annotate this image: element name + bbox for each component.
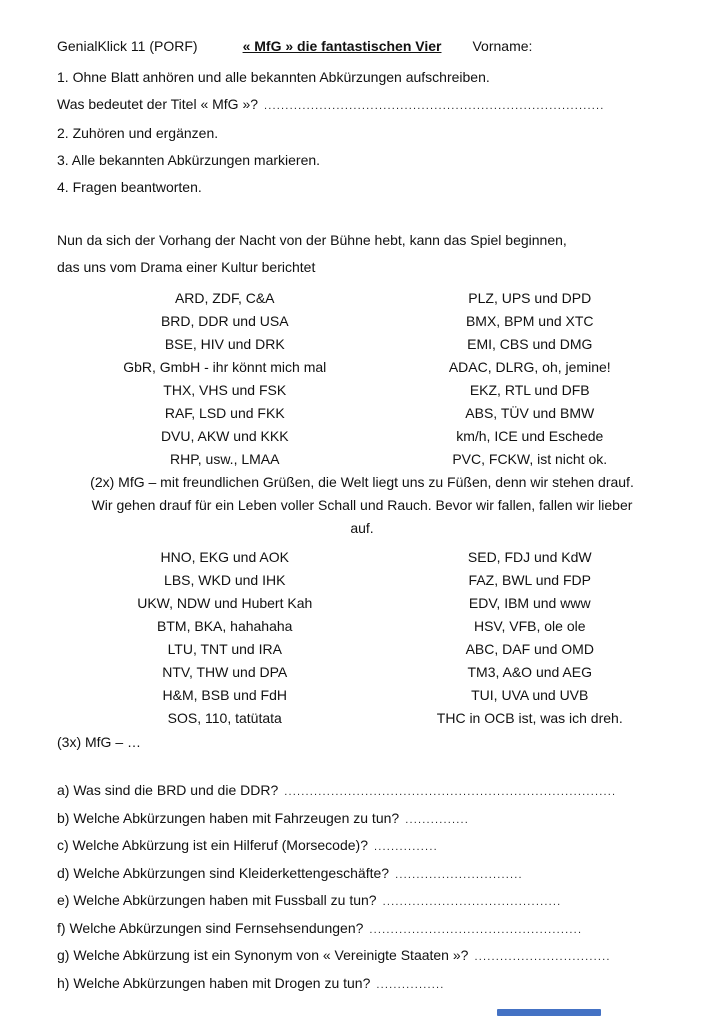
question-f	[57, 916, 667, 944]
title-question-line	[57, 91, 667, 120]
verse-2	[57, 546, 667, 730]
lyrics-section	[57, 227, 667, 754]
verse1-row4-left: GbR, GmbH - ihr könnt mich mal	[123, 359, 327, 375]
verse1-row8-left: RHP, usw., LMAA	[170, 451, 280, 467]
verse1-row3-left: BSE, HIV und DRK	[164, 336, 285, 352]
refrain-line-1: (2x) MfG – mit freundlichen Grüßen, die Welt liegt uns zu Füßen, denn wir stehen drauf.	[90, 474, 634, 490]
question-h	[57, 971, 667, 999]
verse1-row5-right: EKZ, RTL und DFB	[469, 382, 590, 398]
task-2: 2. Zuhören und ergänzen.	[57, 125, 219, 141]
lyrics-intro-line-1: Nun da sich der Vorhang der Nacht von der Bühne hebt, kann das Spiel beginnen,	[57, 232, 567, 248]
course-label: GenialKlick 11 (PORF)	[57, 38, 198, 54]
name-label: Vorname:	[472, 38, 533, 54]
question-f-dotted-line: ..................................................	[369, 923, 583, 936]
question-d	[57, 861, 667, 889]
refrain-line-3: auf.	[350, 520, 374, 536]
question-c-dotted-line: ...............	[373, 841, 438, 853]
verse2-row5-right: ABC, DAF und OMD	[465, 641, 594, 657]
title-question-dotted-line: ................................................................................	[264, 100, 605, 112]
lyrics-intro-line-2: das uns vom Drama einer Kultur berichtet	[57, 259, 316, 275]
question-a-text: a) Was sind die BRD und die DDR?	[57, 782, 279, 798]
task-4: 4. Fragen beantworten.	[57, 179, 202, 195]
verse2-row6-left: NTV, THW und DPA	[162, 664, 288, 680]
verse2-row7-left: H&M, BSB und FdH	[162, 687, 287, 703]
question-c-text: c) Welche Abkürzung ist ein Hilferuf (Morsecode)?	[57, 837, 368, 853]
verse1-row6-left: RAF, LSD und FKK	[164, 405, 285, 421]
question-d-dotted-line: ..............................	[395, 868, 523, 881]
verse2-row2-left: LBS, WKD und IHK	[164, 572, 286, 588]
verse2-row5-left: LTU, TNT und IRA	[167, 641, 282, 657]
question-g	[57, 943, 667, 971]
question-g-dotted-line: ................................	[474, 951, 611, 963]
verse1-row2-right: BMX, BPM und XTC	[465, 313, 594, 329]
verse1-row4-right: ADAC, DLRG, oh, jemine!	[448, 359, 611, 375]
verse1-row7-left: DVU, AKW und KKK	[160, 428, 289, 444]
verse2-row7-right: TUI, UVA und UVB	[471, 687, 589, 703]
verse1-row5-left: THX, VHS und FSK	[163, 382, 287, 398]
verse2-row6-right: TM3, A&O und AEG	[467, 664, 592, 680]
verse1-row1-left: ARD, ZDF, C&A	[174, 290, 275, 306]
verse2-row4-left: BTM, BKA, hahahaha	[157, 618, 293, 634]
verse2-row3-left: UKW, NDW und Hubert Kah	[137, 595, 313, 611]
questions-section	[57, 778, 667, 998]
header	[57, 36, 667, 56]
question-g-text: g) Welche Abkürzung ist ein Synonym von « Vereinigte Staaten »?	[57, 947, 469, 963]
verse2-row4-right: HSV, VFB, ole ole	[473, 618, 586, 634]
verse1-row7-right: km/h, ICE und Eschede	[456, 428, 604, 444]
question-d-text: d) Welche Abkürzungen sind Kleiderkettengeschäfte?	[57, 864, 390, 881]
question-e-text: e) Welche Abkürzungen haben mit Fussball zu tun?	[57, 892, 377, 908]
task-3: 3. Alle bekannten Abkürzungen markieren.	[57, 152, 321, 168]
question-b-dotted-line: ...............	[405, 813, 470, 826]
verse2-row3-right: EDV, IBM und www	[468, 595, 591, 611]
verse2-row8-left: SOS, 110, tatütata	[167, 710, 282, 726]
verse1-row2-left: BRD, DDR und USA	[160, 313, 289, 329]
verse1-row6-right: ABS, TÜV und BMW	[465, 405, 595, 421]
refrain-line-2: Wir gehen drauf für ein Leben voller Schall und Rauch. Bevor wir fallen, fallen wir lieber	[91, 497, 633, 513]
question-b	[57, 806, 667, 834]
verse2-row2-right: FAZ, BWL und FDP	[468, 572, 591, 588]
task-1: 1. Ohne Blatt anhören und alle bekannten Abkürzungen aufschreiben.	[57, 69, 490, 85]
verse1-row1-right: PLZ, UPS und DPD	[468, 290, 592, 306]
task-list	[57, 64, 667, 201]
verse1-row3-right: EMI, CBS und DMG	[467, 336, 593, 352]
lyrics-outro: (3x) MfG – …	[57, 734, 142, 750]
refrain	[45, 471, 679, 540]
worksheet-title: « MfG » die fantastischen Vier	[242, 38, 442, 54]
question-e	[57, 888, 667, 916]
question-e-dotted-line: ..........................................	[382, 896, 562, 908]
question-b-text: b) Welche Abkürzungen haben mit Fahrzeugen zu tun?	[57, 809, 400, 826]
title-question: Was bedeutet der Titel « MfG »?	[57, 96, 259, 112]
verse2-row1-right: SED, FDJ und KdW	[467, 549, 592, 565]
verse-1	[57, 287, 667, 471]
question-h-dotted-line: ................	[376, 978, 445, 991]
verse1-row8-right: PVC, FCKW, ist nicht ok.	[452, 451, 608, 467]
question-h-text: h) Welche Abkürzungen haben mit Drogen zu tun?	[57, 974, 371, 991]
verse2-row8-right: THC in OCB ist, was ich dreh.	[436, 710, 623, 726]
question-a	[57, 778, 667, 806]
verse2-row1-left: HNO, EKG und AOK	[160, 549, 289, 565]
question-f-text: f) Welche Abkürzungen sind Fernsehsendungen?	[57, 919, 364, 936]
horizontal-scrollbar-thumb[interactable]	[497, 1009, 601, 1016]
question-c	[57, 833, 667, 861]
question-a-dotted-line: ..............................................................................	[284, 786, 617, 798]
